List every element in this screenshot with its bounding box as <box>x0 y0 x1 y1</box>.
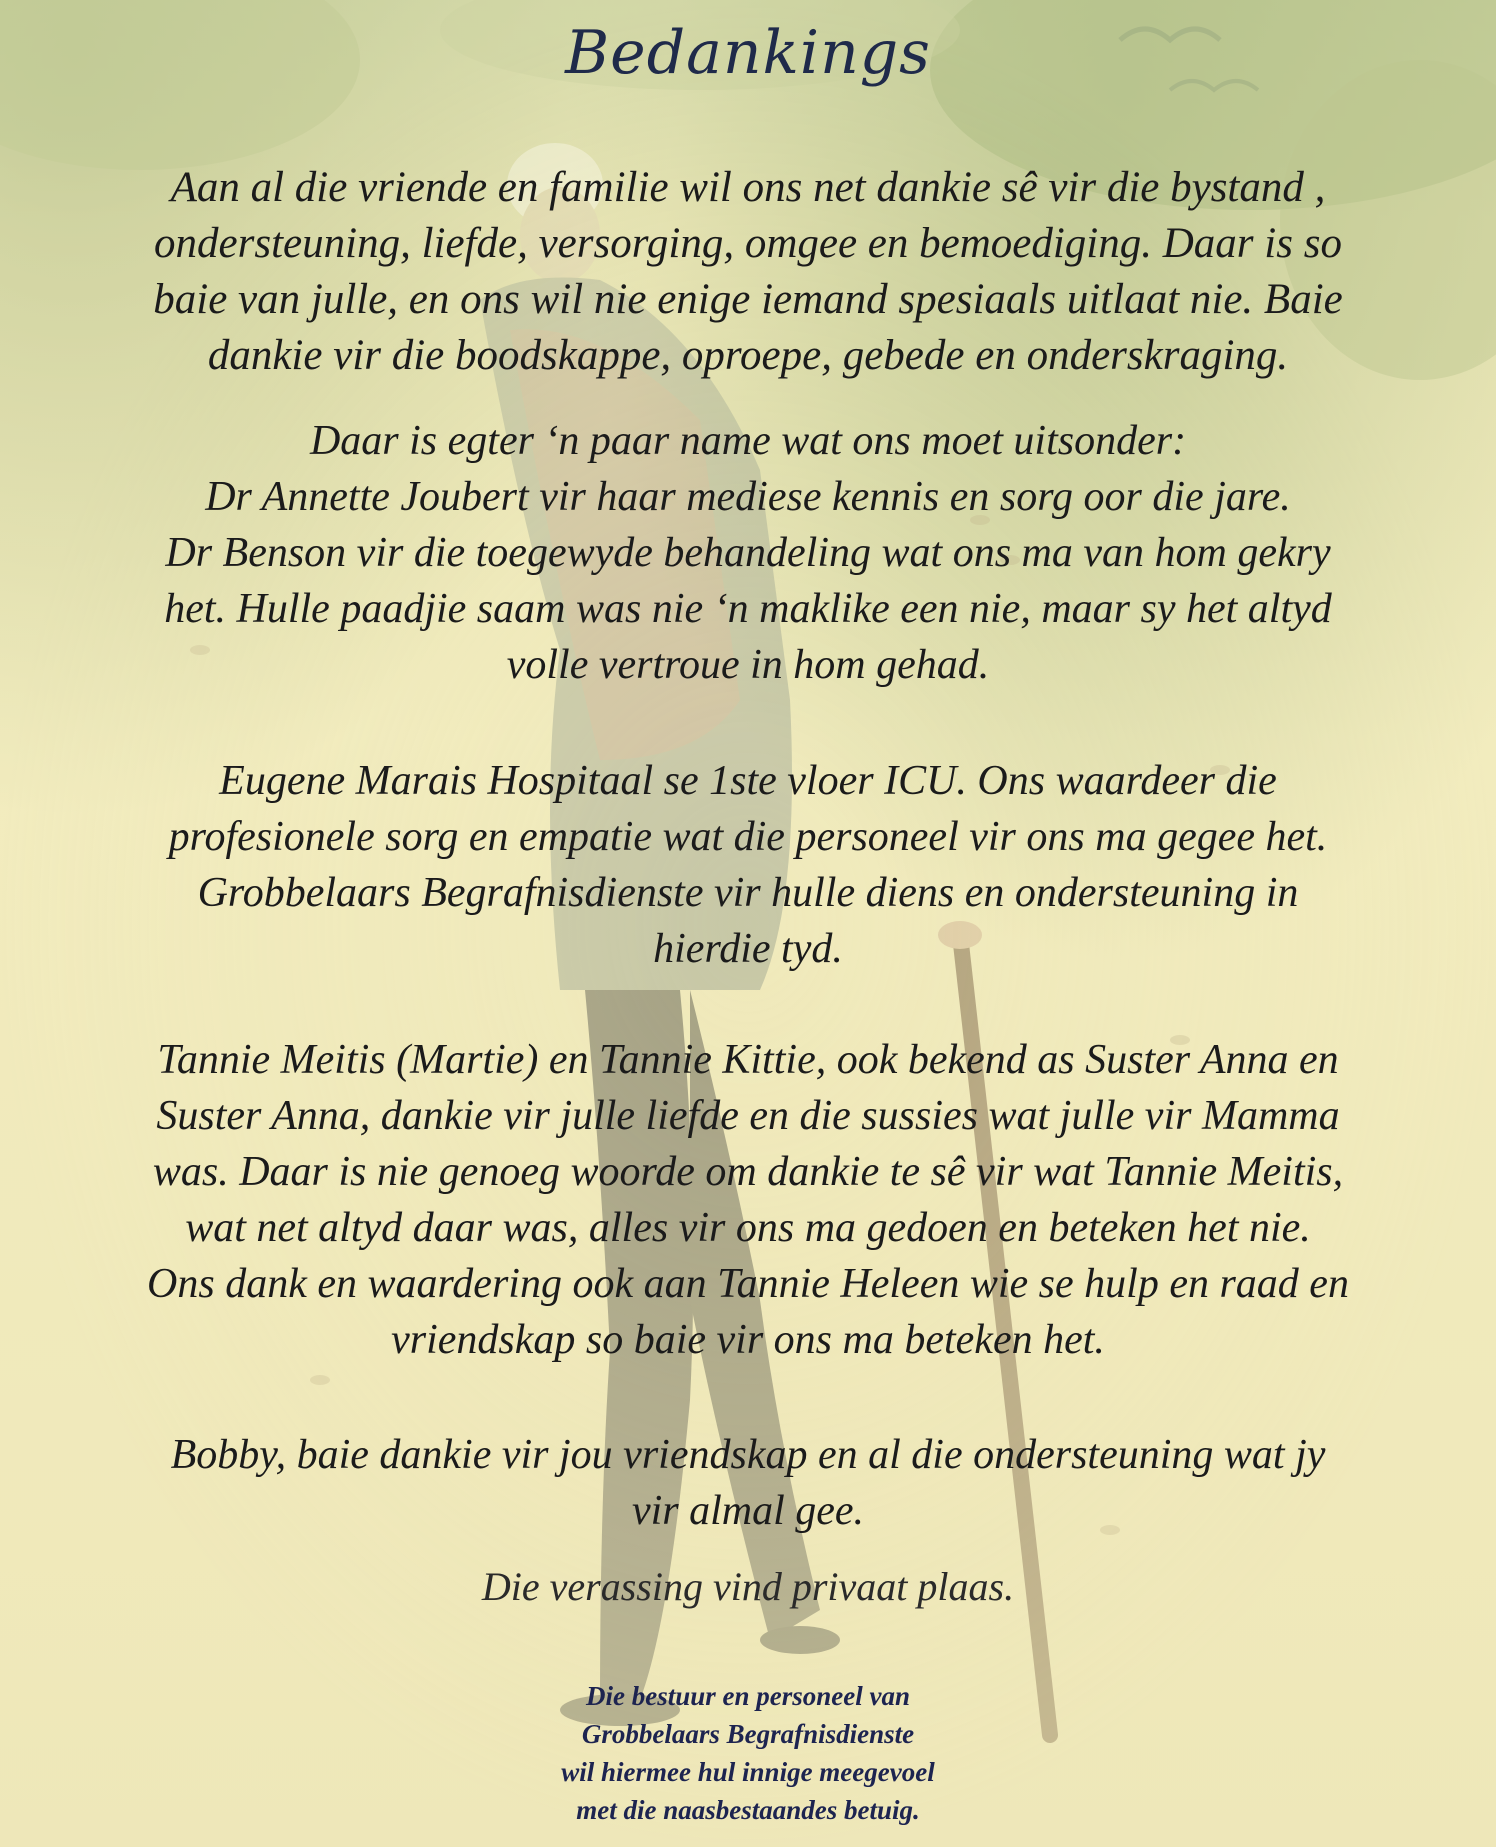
thanks-paragraph-hospital <box>0 753 1496 977</box>
text-line: het. Hulle paadjie saam was nie ‘n maklike een nie, maar sy het altyd <box>164 586 1332 632</box>
text-line: dankie vir die boodskappe, oproepe, gebede en onderskraging. <box>207 332 1289 379</box>
text-line: wat net altyd daar was, alles vir ons ma gedoen en beteken het nie. <box>185 1205 1311 1251</box>
page-title: Bedankings <box>565 18 931 88</box>
text-line: Grobbelaars Begrafnisdienste vir hulle diens en ondersteuning in <box>197 870 1299 916</box>
footer-line: wil hiermee hul innige meegevoel <box>561 1757 935 1787</box>
text-line: vriendskap so baie vir ons ma beteken het. <box>391 1317 1105 1363</box>
funeral-home-footer <box>0 1677 1496 1829</box>
cremation-notice: Die verassing vind privaat plaas. <box>481 1564 1015 1609</box>
thanks-paragraph-bobby <box>0 1427 1496 1539</box>
text-line: volle vertroue in hom gehad. <box>506 642 990 688</box>
footer-line: Die bestuur en personeel van <box>586 1681 910 1711</box>
thanks-paragraph-general <box>0 160 1496 384</box>
text-line: baie van julle, en ons wil nie enige iemand spesiaals uitlaat nie. Baie <box>153 276 1343 323</box>
text-line: hierdie tyd. <box>653 926 843 972</box>
text-line: Bobby, baie dankie vir jou vriendskap en al die ondersteuning wat jy <box>170 1432 1326 1478</box>
footer-line: met die naasbestaandes betuig. <box>576 1795 920 1825</box>
text-line: ondersteuning, liefde, versorging, omgee en bemoediging. Daar is so <box>154 220 1342 267</box>
text-line: Eugene Marais Hospitaal se 1ste vloer ICU. Ons waardeer die <box>219 758 1277 804</box>
text-line: Dr Annette Joubert vir haar mediese kennis en sorg oor die jare. <box>205 474 1291 520</box>
text-line: Daar is egter ‘n paar name wat ons moet uitsonder: <box>309 418 1187 464</box>
text-line: Dr Benson vir die toegewyde behandeling wat ons ma van hom gekry <box>165 530 1331 576</box>
thanks-paragraph-aunts <box>0 1032 1496 1368</box>
thanks-paragraph-doctors <box>0 413 1496 693</box>
text-line: vir almal gee. <box>631 1488 865 1534</box>
text-line: Aan al die vriende en familie wil ons net dankie sê vir die bystand , <box>170 164 1326 211</box>
text-line: Ons dank en waardering ook aan Tannie Heleen wie se hulp en raad en <box>147 1261 1349 1307</box>
text-line: Tannie Meitis (Martie) en Tannie Kittie, ook bekend as Suster Anna en <box>157 1037 1339 1083</box>
text-line: was. Daar is nie genoeg woorde om dankie te sê vir wat Tannie Meitis, <box>152 1149 1344 1195</box>
text-line: profesionele sorg en empatie wat die personeel vir ons ma gegee het. <box>168 814 1328 860</box>
text-line: Suster Anna, dankie vir julle liefde en die sussies wat julle vir Mamma <box>156 1093 1340 1139</box>
footer-line: Grobbelaars Begrafnisdienste <box>581 1719 915 1749</box>
